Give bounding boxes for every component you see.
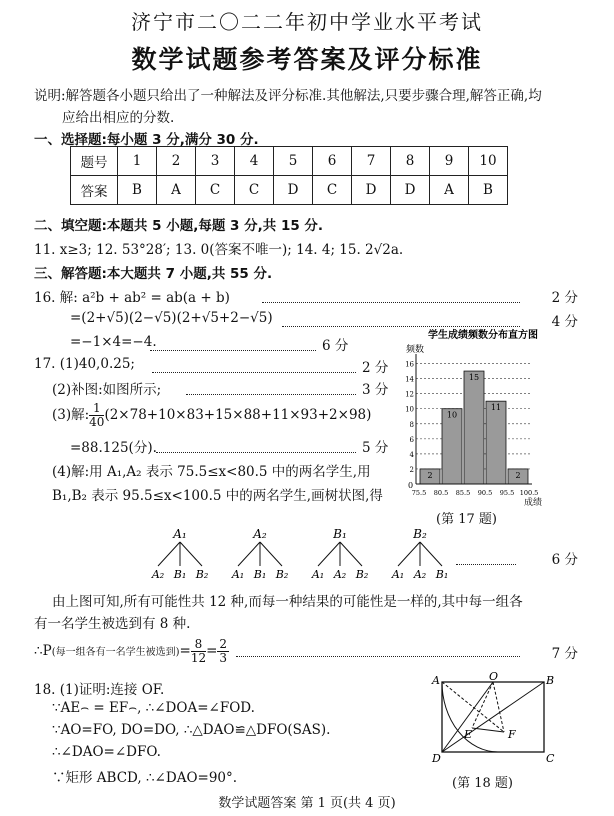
q17-line-1: 17. (1)40,0.25; — [34, 356, 135, 372]
tree-branch — [398, 542, 420, 566]
leader-dots — [186, 394, 356, 395]
x-tick-label: 85.5 — [455, 489, 471, 497]
y-tick-label: 12 — [405, 390, 414, 399]
answer-table-answer-row — [71, 176, 508, 205]
table-cell: B — [118, 176, 157, 205]
leader-dots — [236, 656, 520, 657]
point-label-o: O — [489, 672, 499, 683]
table-cell: 1 — [118, 147, 157, 176]
q16-line-3: =−1×4=−4. — [70, 334, 157, 350]
table-cell: D — [391, 176, 430, 205]
note-line-1: 说明:解答题各小题只给出了一种解法及评分标准.其他解法,只要步骤合理,解答正确,均 — [34, 88, 542, 104]
leader-dots — [150, 350, 316, 351]
bar-data-label: 15 — [468, 373, 480, 383]
q17-line-3-body: (2×78+10×83+15×88+11×93+2×98) — [104, 407, 372, 423]
fraction-numerator: 2 — [219, 637, 228, 651]
q17-line-8: 有一名学生被选到有 8 种. — [34, 616, 191, 632]
page-footer: 数学试题答案 第 1 页(共 4 页) — [218, 796, 396, 811]
x-axis-label: 成绩 — [524, 498, 543, 508]
tree-branch — [260, 542, 282, 566]
histogram-bar — [486, 401, 506, 484]
section2-heading: 二、填空题:本题共 5 小题,每题 3 分,共 15 分. — [34, 218, 324, 234]
geometry-figure — [428, 672, 556, 772]
point-label-d: D — [432, 752, 441, 765]
answer-table — [70, 146, 508, 205]
segment-db — [442, 682, 544, 752]
section1-heading: 一、选择题:每小题 3 分,满分 30 分. — [34, 132, 259, 148]
table-cell: C — [196, 176, 235, 205]
fraction-denominator: 3 — [219, 651, 228, 665]
q18-line-4: ∴∠DAO=∠DFO. — [52, 744, 161, 760]
equals-sign: = — [179, 643, 191, 659]
y-tick-label: 4 — [409, 450, 414, 459]
frequency-histogram — [404, 328, 564, 528]
y-tick-label: 8 — [409, 420, 414, 429]
x-tick-label: 95.5 — [499, 489, 515, 497]
tree-leaf-node: A₂ — [151, 568, 165, 581]
note-line-2: 应给出相应的分数. — [62, 110, 175, 126]
leader-dots — [282, 326, 520, 327]
table-cell: 7 — [352, 147, 391, 176]
q17-line-5: (4)解:用 A₁,A₂ 表示 75.5≤x<80.5 中的两名学生,用 — [52, 464, 371, 480]
table-cell: 2 — [157, 147, 196, 176]
q17-score-6: 6 分 — [551, 552, 578, 568]
tree-branch — [318, 542, 340, 566]
fraction-numerator: 8 — [191, 638, 206, 652]
table-header-number: 题号 — [71, 147, 118, 176]
tree-branch — [420, 542, 442, 566]
tree-diagram — [140, 526, 460, 582]
q17-line-4: =88.125(分). — [70, 440, 157, 456]
bar-data-label: 2 — [427, 470, 433, 480]
probability-event: (每一组各有一名学生被选到) — [51, 647, 180, 658]
tree-root-node: A₁ — [173, 527, 187, 541]
q17-score-4: 5 分 — [362, 440, 389, 456]
table-header-answer: 答案 — [71, 176, 118, 205]
exam-title: 济宁市二〇二二年初中学业水平考试 — [131, 10, 483, 34]
table-cell: D — [274, 176, 313, 205]
tree-leaf-node: B₁ — [253, 568, 267, 581]
fraction-denominator: 12 — [190, 651, 207, 665]
table-cell: B — [469, 176, 508, 205]
q17-score-9: 7 分 — [551, 646, 578, 662]
fraction — [89, 402, 104, 429]
fraction — [217, 638, 229, 665]
tree-leaf-node: A₂ — [333, 568, 347, 581]
y-tick-label: 14 — [405, 375, 414, 384]
point-label-b: B — [546, 674, 555, 687]
table-cell: 10 — [469, 147, 508, 176]
q18-line-2: ∵AE⌢ = EF⌢, ∴∠DOA=∠FOD. — [52, 700, 255, 716]
q16-line-1: 16. 解: a²b + ab² = ab(a + b) — [34, 290, 230, 306]
q16-line-2: =(2+√5)(2−√5)(2+√5+2−√5) — [70, 310, 273, 326]
y-tick-label: 16 — [405, 360, 414, 369]
q17-figure-caption: (第 17 题) — [436, 512, 497, 527]
x-tick-label: 75.5 — [411, 489, 427, 497]
table-cell: 3 — [196, 147, 235, 176]
tree-branch — [180, 542, 202, 566]
leader-dots — [262, 302, 520, 303]
q18-line-1: 18. (1)证明:连接 OF. — [34, 682, 165, 698]
answer-table-number-row — [71, 147, 508, 176]
q16-score-2: 4 分 — [551, 314, 578, 330]
tree-leaf-node: B₂ — [355, 568, 369, 581]
point-label-e: E — [464, 728, 473, 741]
tree-leaf-node: A₁ — [391, 568, 405, 581]
q17-line-3 — [52, 402, 371, 429]
q17-score-2: 3 分 — [362, 382, 389, 398]
tree-leaf-node: B₂ — [195, 568, 209, 581]
table-cell: 9 — [430, 147, 469, 176]
page-title: 数学试题参考答案及评分标准 — [131, 45, 483, 74]
q17-line-6: B₁,B₂ 表示 95.5≤x<100.5 中的两名学生,画树状图,得 — [52, 488, 383, 504]
point-label-f: F — [508, 728, 516, 741]
bar-data-label: 2 — [515, 470, 521, 480]
histogram-bar — [442, 409, 462, 484]
tree-branch — [158, 542, 180, 566]
leader-dots — [152, 372, 356, 373]
segment-ef — [472, 728, 504, 732]
leader-dots — [156, 452, 356, 453]
table-cell: 6 — [313, 147, 352, 176]
tree-root-node: B₂ — [413, 527, 427, 541]
q18-figure-caption: (第 18 题) — [452, 776, 513, 791]
chart-title: 学生成绩频数分布直方图 — [428, 330, 538, 341]
bar-data-label: 10 — [446, 410, 458, 420]
table-cell: C — [313, 176, 352, 205]
q17-score-1: 2 分 — [362, 360, 389, 376]
table-cell: D — [352, 176, 391, 205]
table-cell: 8 — [391, 147, 430, 176]
fill-blank-answers: 11. x≥3; 12. 53°28′; 13. 0(答案不唯一); 14. 4; 15. 2√2a. — [34, 242, 404, 258]
x-tick-label: 80.5 — [433, 489, 449, 497]
table-cell: C — [235, 176, 274, 205]
point-label-a: A — [432, 674, 440, 687]
equals-sign: = — [206, 643, 218, 659]
table-cell: 4 — [235, 147, 274, 176]
tree-leaf-node: A₁ — [311, 568, 325, 581]
x-tick-label: 90.5 — [477, 489, 493, 497]
q16-score-1: 2 分 — [551, 290, 578, 306]
table-cell: A — [430, 176, 469, 205]
section3-heading: 三、解答题:本大题共 7 小题,共 55 分. — [34, 266, 273, 282]
bar-data-label: 11 — [490, 403, 502, 413]
q17-line-9 — [34, 638, 229, 665]
tree-branch — [238, 542, 260, 566]
tree-branch — [340, 542, 362, 566]
point-label-c: C — [546, 752, 555, 765]
y-tick-label: 10 — [405, 405, 414, 414]
probability-symbol: ∴P — [34, 643, 52, 659]
histogram-bar — [464, 371, 484, 484]
arc-guide — [442, 682, 512, 752]
table-cell: A — [157, 176, 196, 205]
q18-line-3: ∵AO=FO, DO=DO, ∴△DAO≌△DFO(SAS). — [52, 722, 331, 738]
q17-line-7: 由上图可知,所有可能性共 12 种,而每一种结果的可能性是一样的,其中每一组各 — [52, 594, 523, 610]
fraction — [191, 638, 206, 665]
q17-line-3-prefix: (3)解: — [52, 407, 90, 423]
tree-leaf-node: B₁ — [435, 568, 449, 581]
tree-root-node: A₂ — [253, 527, 267, 541]
leader-dots — [456, 564, 516, 565]
y-tick-label: 2 — [409, 465, 414, 474]
y-axis-label: 频数 — [406, 345, 425, 355]
x-tick-label: 100.5 — [519, 489, 539, 497]
y-tick-label: 6 — [409, 435, 414, 444]
fraction-numerator: 1 — [89, 402, 104, 416]
q16-score-3: 6 分 — [322, 338, 349, 354]
origin-label: 0 — [408, 481, 414, 490]
tree-leaf-node: B₁ — [173, 568, 187, 581]
table-cell: 5 — [274, 147, 313, 176]
q18-line-5: ∵矩形 ABCD, ∴∠DAO=90°. — [52, 770, 238, 786]
q17-line-2: (2)补图:如图所示; — [52, 382, 162, 398]
tree-leaf-node: A₂ — [413, 568, 427, 581]
arc-ae — [442, 682, 498, 752]
tree-leaf-node: A₁ — [231, 568, 245, 581]
fraction-denominator: 40 — [89, 415, 105, 429]
tree-root-node: B₁ — [333, 527, 347, 541]
tree-leaf-node: B₂ — [275, 568, 289, 581]
